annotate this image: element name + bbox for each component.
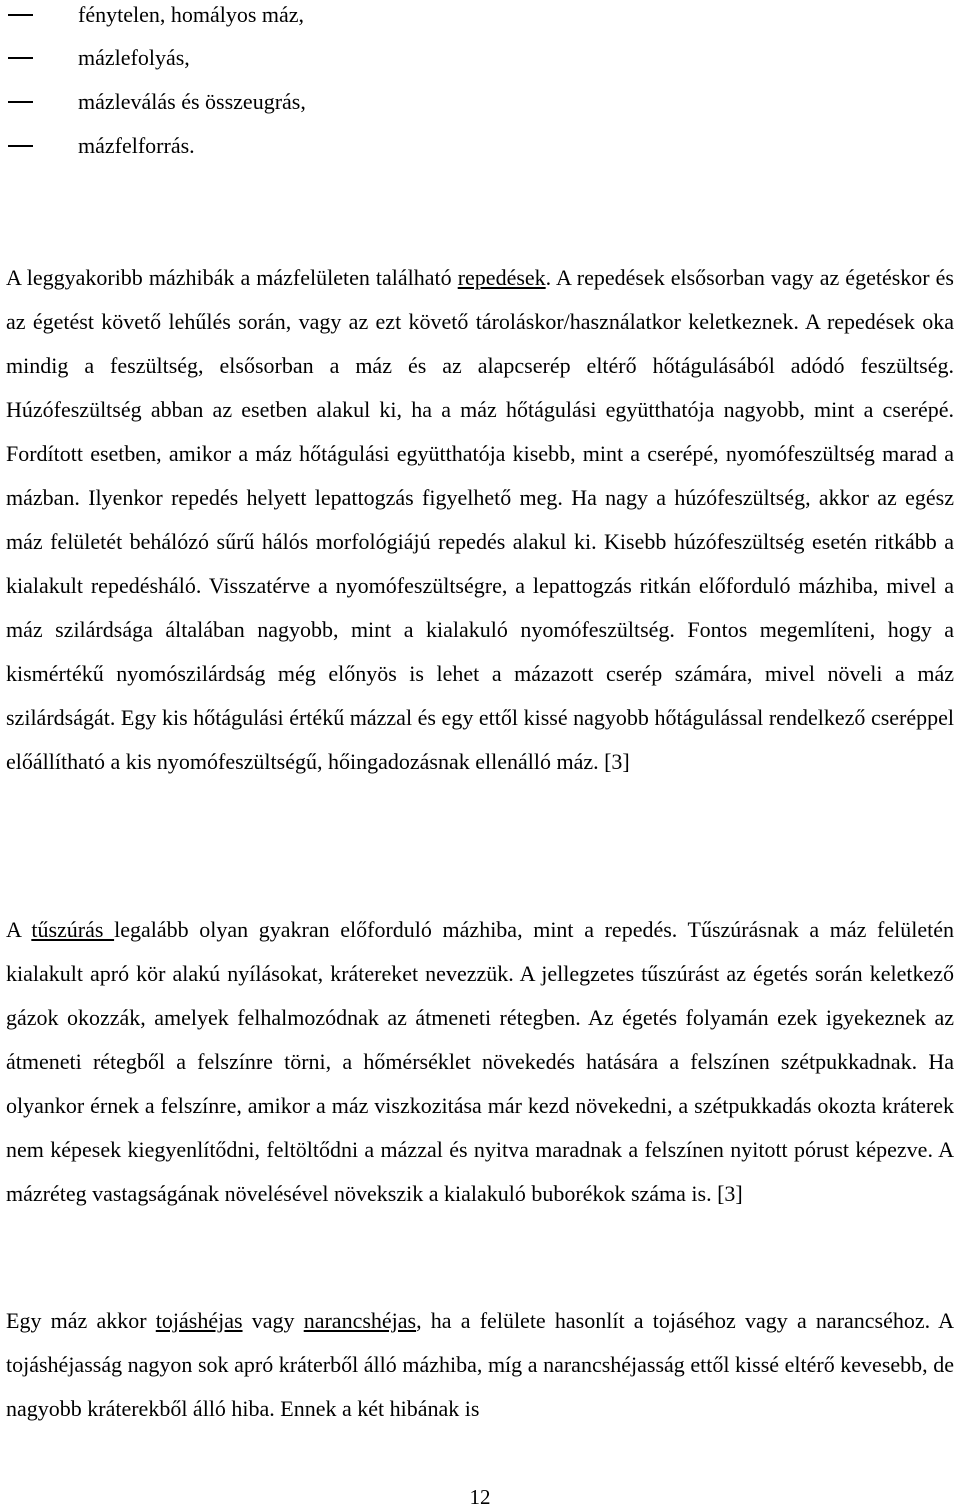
page-number: 12 [469,1485,491,1509]
list-item-text: mázleválás és összeugrás, [78,89,306,114]
paragraph-text: . A repedések elsősorban vagy az égetéskor és az égetést követő lehűlés során, vagy az ezt követő tároláskor/használatkor keletkeznek. A repedések oka mindig a feszültség, elsősorban a máz és az alapcserép eltérő hőtágulásából adódó feszültség. Húzófeszültség abban az esetben alakul ki, ha a máz hőtágulási együtthatója nagyobb, mint a cserépé. Fordított esetben, amikor a máz hőtágulási együtthatója kisebb, mint a cserépé, nyomófeszültség marad a mázban. Ilyenkor repedés helyett lepattogzás figyelhető meg. Ha nagy a húzófeszültség, akkor az egész máz felületét behálózó sűrű hálós morfológiájú repedés alakul ki. Kisebb húzófeszültség esetén ritkább a kialakult repedésháló. Visszatérve a nyomófeszültségre, a lepattogzás ritkán előforduló mázhiba, mivel a máz szilárdsága általában nagyobb, mint a kialakuló nyomófeszültség. Fontos megemlíteni, hogy a kismértékű nyomószilárdság még előnyös is lehet a mázazott cserép számára, mivel növeli a máz szilárdságát. Egy kis hőtágulási értékű mázzal és egy ettől kissé nagyobb hőtágulással rendelkező cseréppel előállítható a kis nyomófeszültségű, hőingadozásnak ellenálló máz. [3] [6,265,954,774]
list-item-text: mázlefolyás, [78,45,190,70]
paragraph-text: legalább olyan gyakran előforduló mázhiba, mint a repedés. Tűszúrásnak a máz felületén kialakult apró kör alakú nyílásokat, krátereket nevezzük. A jellegzetes tűszúrást az égetés során keletkező gázok okozzák, amelyek felhalmozódnak az átmeneti rétegben. Az égetés folyamán ezek igyekeznek az átmeneti rétegből a felszínre törni, a hőmérséklet növekedés hatására a felszínen szétpukkadnak. Ha olyankor érnek a felszínre, amikor a máz viszkozitása már kezd növekedni, a szétpukkadás okozta kráterek nem képesek kiegyenlítődni, feltöltődni a mázzal és nyitva maradnak a felszínen nyitott pórust képezve. A mázréteg vastagságának növelésével növekszik a kialakuló buborékok száma is. [3] [6,917,955,1206]
paragraph-eggshell [6,1299,954,1431]
dash-bullet [8,14,33,16]
paragraph-text: A [6,917,32,942]
term-tojashejas: tojáshéjas [155,1308,243,1333]
list-item-text: fénytelen, homályos máz, [78,2,305,27]
paragraph-text: , ha a felülete hasonlít a tojáséhoz vagy a narancséhoz. A tojáshéjasság nagyon sok apró kráterből álló mázhiba, míg a narancshéjasság ettől kissé eltérő kevesebb, de nagyobb kráterekből álló hiba. Ennek a két hibának is [6,1308,955,1421]
list-item-text: mázfelforrás. [78,133,195,158]
term-tuszuras: tűszúrás [31,917,115,942]
dash-bullet [8,57,33,59]
paragraph-text: vagy [242,1308,304,1333]
dash-bullet [8,101,33,103]
term-narancshejas: narancshéjas [303,1308,417,1333]
paragraph-text: Egy máz akkor [6,1308,156,1333]
paragraph-text: A leggyakoribb mázhibák a mázfelületen található [6,265,458,290]
paragraph-pinholes [6,908,954,1216]
term-repedesek: repedések [457,265,546,290]
paragraph-cracks [6,256,954,784]
dash-bullet [8,145,33,147]
